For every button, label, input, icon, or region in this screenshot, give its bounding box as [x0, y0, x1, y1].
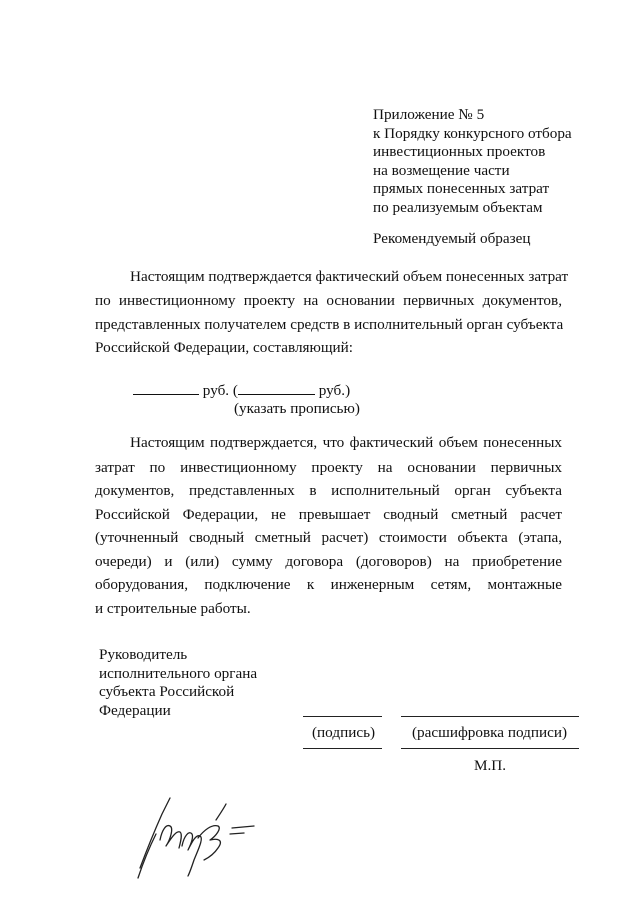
signatory-role — [99, 646, 257, 720]
signature-line-bottom — [303, 748, 382, 749]
appendix-number: Приложение № 5 — [373, 106, 485, 123]
decode-line-bottom — [401, 748, 579, 749]
signature-label: (подпись) — [312, 724, 376, 741]
paragraph-line: затрат по инвестиционному проекту на основании первичных — [95, 459, 562, 476]
appendix-line: прямых понесенных затрат — [373, 180, 550, 198]
role-line: Руководитель — [99, 646, 188, 663]
amount-words-blank[interactable] — [238, 381, 315, 395]
paragraph-line: по инвестиционному проекту на основании первичных документов, — [95, 292, 562, 309]
paragraph-line: и строительные работы. — [95, 600, 251, 617]
seal-label: М.П. — [474, 757, 507, 774]
decode-line-top[interactable] — [401, 716, 579, 717]
role-line: Федерации — [99, 701, 171, 719]
appendix-header — [373, 106, 572, 218]
sample-label: Рекомендуемый образец — [373, 230, 531, 247]
paragraph-line: Настоящим подтверждается, что фактический объем понесенных — [130, 434, 562, 451]
currency-label: руб.) — [318, 382, 351, 399]
paragraph-line: Настоящим подтверждается фактический объем понесенных затрат — [130, 268, 569, 285]
handwritten-signature — [132, 790, 262, 882]
amount-number-blank[interactable] — [133, 381, 199, 395]
appendix-line: по реализуемым объектам — [373, 198, 543, 216]
paragraph-line: представленных получателем средств в исполнительный орган субъекта — [95, 316, 564, 333]
paragraph-line: документов, представленных в исполнительный орган субъекта — [95, 482, 562, 499]
paragraph-line: оборудования, подключение к инженерным сетям, монтажные — [95, 576, 562, 593]
decode-label: (расшифровка подписи) — [412, 724, 568, 741]
appendix-line: инвестиционных проектов — [373, 143, 546, 161]
appendix-line: на возмещение части — [373, 161, 510, 179]
appendix-line: к Порядку конкурсного отбора — [373, 124, 572, 142]
role-line: исполнительного органа — [99, 664, 258, 682]
paragraph-line: Российской Федерации, составляющий: — [95, 339, 354, 356]
paragraph-line: (уточненный сводный сметный расчет) стоимости объекта (этапа, — [95, 529, 562, 546]
currency-label: руб. ( — [202, 382, 238, 399]
role-line: субъекта Российской — [99, 683, 235, 701]
paragraph-line: очереди) и (или) сумму договора (договоров) на приобретение — [95, 553, 562, 570]
amount-line — [133, 381, 350, 401]
paragraph-line: Российской Федерации, не превышает сводный сметный расчет — [95, 506, 562, 523]
amount-hint: (указать прописью) — [234, 400, 360, 417]
signature-line-top[interactable] — [303, 716, 382, 717]
